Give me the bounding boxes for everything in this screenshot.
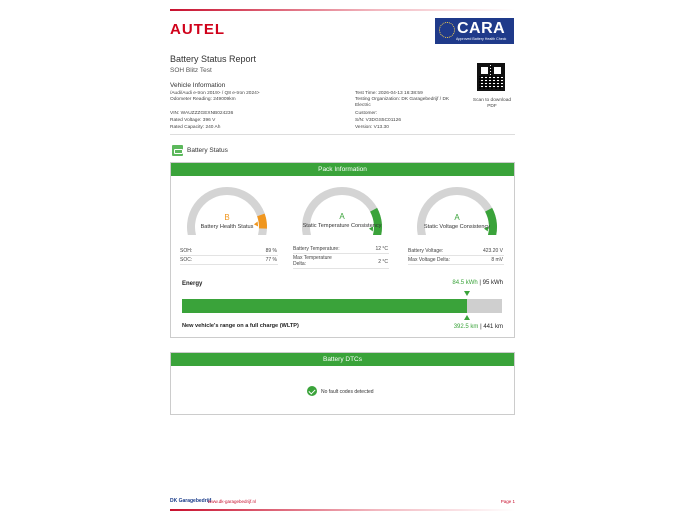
metric-soc-value: 77 %: [265, 257, 277, 263]
autel-logo: AUTEL: [170, 21, 225, 38]
software-version: Version: V13.30: [355, 125, 389, 130]
range-value: 392.5 km | 441 km: [453, 324, 503, 330]
rated-capacity: Rated Capacity: 240 Ah: [170, 125, 221, 130]
gauge-grade-health: B: [224, 213, 230, 222]
metric-soc-label: SOC:: [180, 257, 193, 263]
header-rule: [170, 9, 515, 11]
qr-code-icon[interactable]: [477, 63, 505, 91]
vehicle-model: /Audi/Audi e-tron 2019> / Q8 e-tron 2024>: [170, 91, 260, 96]
metric-battery-voltage-label: Battery Voltage:: [408, 248, 444, 254]
vehicle-info-title: Vehicle Information: [170, 82, 226, 89]
battery-dtcs-header: Battery DTCs: [171, 353, 514, 366]
energy-range-bar: [182, 299, 502, 313]
metric-soh-value: 89 %: [265, 248, 277, 254]
report-subtitle: SOH Blitz Test: [170, 67, 212, 74]
footer-link[interactable]: www.dk-garagebedrijf.nl: [208, 499, 257, 504]
check-circle-icon: [307, 386, 317, 396]
energy-range-fill: [182, 299, 467, 313]
gauge-grade-temperature: A: [339, 212, 345, 221]
energy-value: 84.5 kWh | 95 kWh: [452, 280, 503, 286]
cara-logo: [435, 18, 514, 44]
gauge-label-health: Battery Health Status: [200, 224, 254, 230]
range-current: 392.5 km: [453, 324, 479, 330]
energy-marker-icon: [464, 291, 470, 296]
no-fault-message: No fault codes detected: [321, 389, 374, 395]
range-total: 441 km: [483, 324, 503, 330]
battery-status-title: Battery Status: [187, 147, 228, 154]
gauge-grade-voltage: A: [454, 213, 460, 222]
metric-divider: [408, 264, 504, 265]
metric-max-voltage-delta-value: 8 mV: [491, 257, 503, 263]
metric-soh-label: SOH:: [180, 248, 193, 254]
energy-current: 84.5 kWh: [452, 280, 478, 286]
qr-caption: Scan to download PDF: [472, 98, 512, 109]
page-number: Page 1: [500, 499, 515, 504]
metric-battery-temperature-label: Battery Temperature:: [293, 246, 340, 252]
footer-rule: [170, 509, 515, 511]
eu-stars-icon: [439, 22, 455, 38]
energy-label: Energy: [182, 281, 203, 287]
range-marker-icon: [464, 315, 470, 320]
footer-brand-logo: DK Garagebedrijf: [170, 498, 212, 504]
rated-voltage: Rated Voltage: 396 V: [170, 118, 216, 123]
divider: [170, 134, 515, 135]
range-label: New vehicle's range on a full charge (WLTP): [182, 323, 299, 329]
metric-divider: [293, 253, 389, 254]
metric-divider: [180, 264, 278, 265]
testing-organization: Testing Organization: DK Garagebedrijf / DK Electric: [355, 97, 450, 108]
metric-max-voltage-delta-label: Max Voltage Delta:: [408, 257, 450, 263]
metric-divider: [293, 268, 389, 269]
vin: VIN: WAUZZZGEXNB024236: [170, 111, 234, 116]
metric-battery-voltage-value: 423.20 V: [482, 248, 503, 254]
metric-battery-temperature-value: 12 °C: [375, 246, 388, 252]
customer: Customer:: [355, 111, 378, 116]
battery-icon: [172, 145, 183, 156]
odometer-reading: Odometer Reading: 249009km: [170, 97, 236, 102]
metric-divider: [180, 255, 278, 256]
metric-max-temperature-delta-label: Max Temperature Delta:: [293, 255, 332, 267]
cara-tagline: Approved Battery Health Check: [456, 37, 507, 41]
gauge-label-voltage: Static Voltage Consistency: [423, 224, 491, 230]
report-page: [170, 0, 515, 514]
energy-total: 95 kWh: [482, 280, 503, 286]
test-time: Test Time: 2026-04-13 16:38:59: [355, 91, 423, 96]
serial-number: S/N: V3DGS5C01126: [355, 118, 402, 123]
metric-divider: [408, 255, 504, 256]
report-title: Battery Status Report: [170, 54, 257, 64]
gauge-label-temperature: Static Temperature Consistency: [302, 223, 382, 229]
metric-max-temperature-delta-value: 2 °C: [378, 259, 388, 265]
cara-logo-text: CARA: [457, 20, 506, 37]
pack-information-header: Pack Information: [171, 163, 514, 176]
battery-dtcs-panel: [170, 352, 515, 415]
